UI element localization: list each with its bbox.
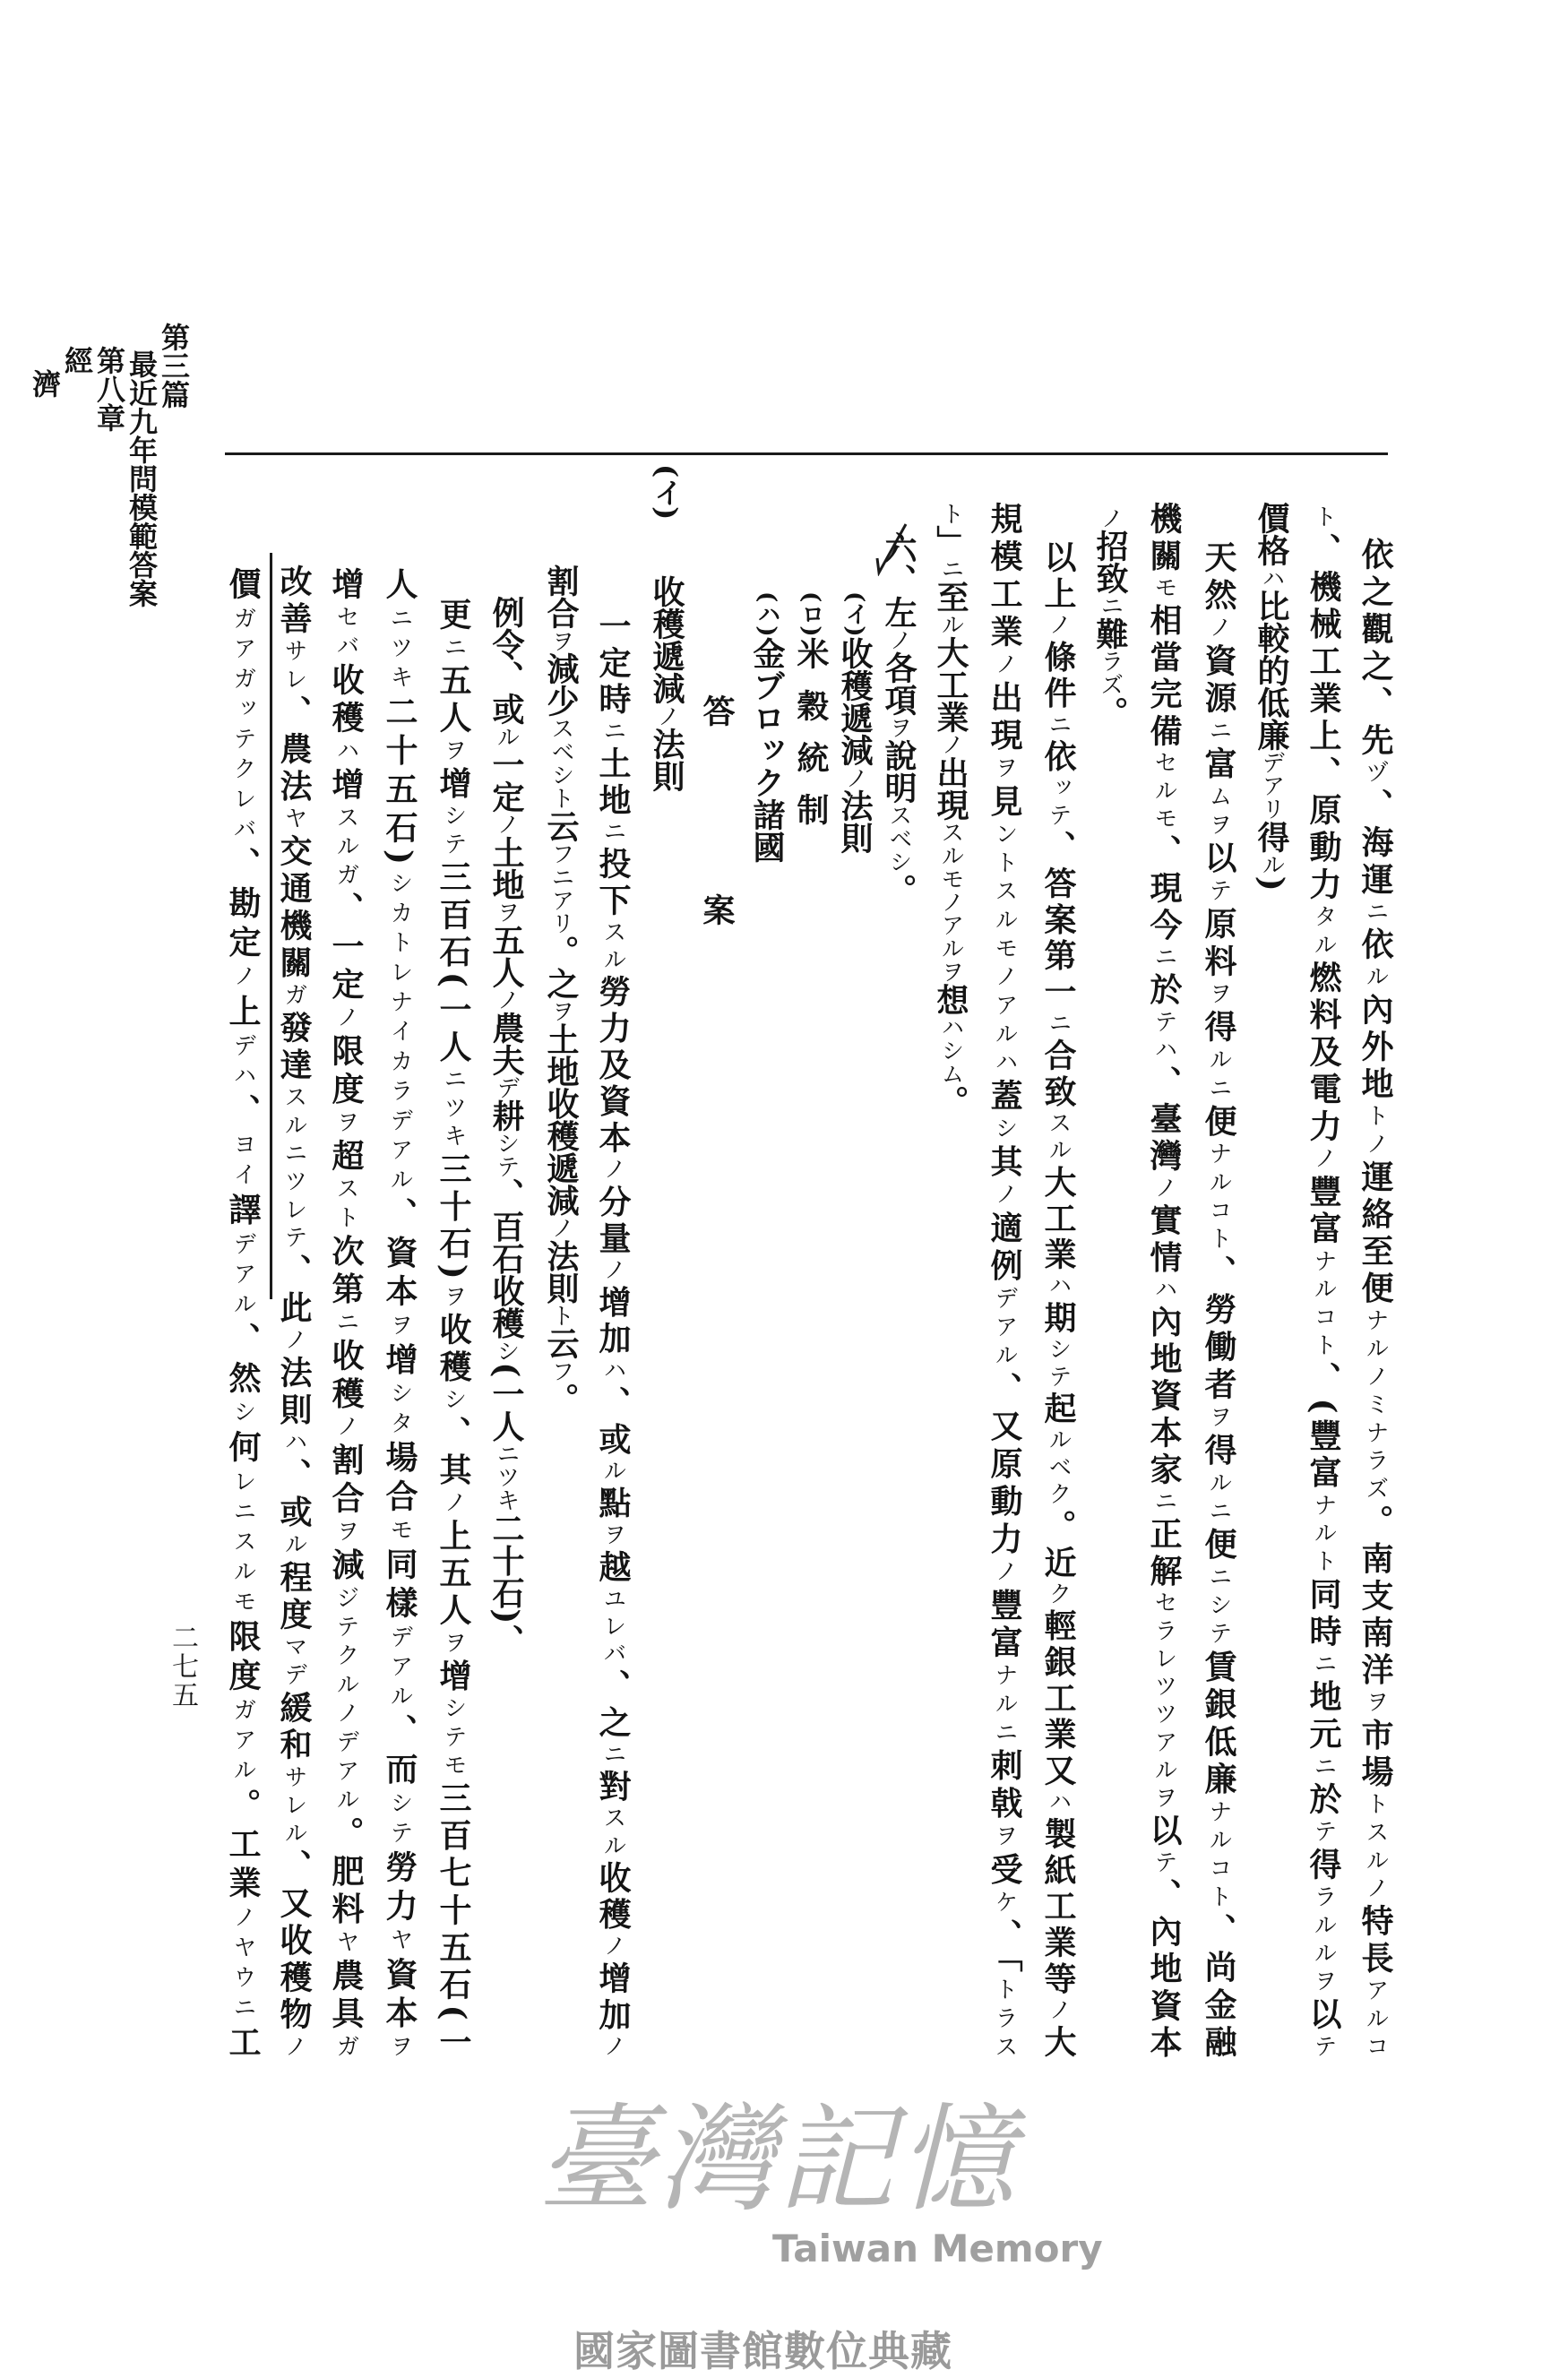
text-column: 改善サレ、農法ヤ交通機關ガ發達スルニツレテ、此ノ法則ハ、或ル程度マデ緩和サレル、又收穫物ノ <box>275 564 313 2058</box>
running-header-topic: 經 <box>60 346 94 375</box>
text-column: ト、機械工業上、原動力タル燃料及電力ノ豐富ナルコト、(豐富ナルト同時ニ地元ニ於テ得ラルルヲ以テ <box>1305 504 1342 2058</box>
text-column: 價ガアガッテクレバ、勘定ノ上デハ、ヨイ譯デアル、然シ何レニスルモ限度ガアル。工業ノヤウニ工 <box>224 567 262 2058</box>
text-column: 規模工業ノ出現ヲ見ントスルモノアルハ蓋シ其ノ適例デアル、又原動力ノ豐富ナルニ刺戟ヲ受ケ、「トラス <box>986 502 1023 2058</box>
text-column: 例令、或ル一定ノ土地ヲ五人ノ農夫デ耕シテ、百石收穫シ(一人ニツキ二十石)、 <box>487 596 525 1657</box>
answer-heading: 案 <box>698 893 736 926</box>
question-item-label: (ロ) <box>797 591 824 637</box>
running-header-chapter: 第八章 <box>92 346 126 432</box>
text-column: ノ招致ニ難ラズ。 <box>1091 506 1129 728</box>
page-number: 二七五 <box>167 1624 198 1710</box>
question-heading: 六、左ノ各項ヲ說明スベシ。 <box>880 531 918 906</box>
text-column: 割合ヲ減少スベシト云フニアリ。之ヲ土地收穫遞減ノ法則ト云フ。 <box>542 564 580 1415</box>
text-column: 依之觀之、先ヅ、海運ニ依ル內外地トノ運絡至便ナルノミナラズ。南支南洋ヲ市場トスルノ特長アルコ <box>1357 538 1394 2058</box>
text-column: 增セバ收穫ハ增スルガ、一定ノ限度ヲ超スト次第ニ收穫ノ割合ヲ減ジテクルノデアル。肥料ヤ農具ガ <box>327 567 365 2058</box>
text-column: 一定時ニ土地ニ投下スル勞力及資本ノ分量ノ增加ハ、或ル點ヲ越ユレバ、之ニ對スル收穫ノ增加ノ <box>594 609 632 2058</box>
text-column: 更ニ五人ヲ增シテ三百石(一人ニツキ三十石)ヲ收穫シ、其ノ上五人ヲ增シテモ三百七十五石(一 <box>435 598 472 2058</box>
question-item-text: 米穀統制 <box>792 636 830 845</box>
header-rule <box>225 452 1388 455</box>
text-column: 人ニツキ二十五石)シカトレナイカラデアル、資本ヲ增シタ場合モ同樣デアル、而シテ勞力ヤ資本ヲ <box>381 567 418 2058</box>
text-column: ト」ニ至ル大工業ノ出現スルモノアルヲ想ハシム。 <box>932 502 969 1117</box>
question-item <box>747 591 787 863</box>
question-item-label: (ハ) <box>754 591 780 637</box>
watermark-latin: Taiwan Memory <box>772 2227 1103 2270</box>
text-column: 以上ノ條件ニ依ッテ、答案第一ニ合致スル大工業ハ期シテ起ルベク。近ク輕銀工業又ハ製紙工業等ノ大 <box>1039 540 1077 2058</box>
watermark-logo <box>538 2091 1103 2280</box>
answer-title: 收穫遞減ノ法則 <box>648 575 685 792</box>
watermark-cjk: 臺灣記憶 <box>538 2091 1019 2227</box>
running-header-part: 第三篇 <box>157 323 191 409</box>
running-header <box>28 323 191 607</box>
text-column: 天然ノ資源ニ富ムヲ以テ原料ヲ得ルニ便ナルコト、勞働者ヲ得ルニ便ニシテ賃銀低廉ナルコト、尚金融 <box>1200 540 1237 2058</box>
text-column: 機關モ相當完備セルモ、現今ニ於テハ、臺灣ノ實情ハ內地資本家ニ正解セラレツツアルヲ以テ、內地資本 <box>1145 502 1183 2058</box>
running-header-book: 最近九年問模範答案 <box>125 349 159 607</box>
question-item-text: 金ブロック諸國 <box>748 636 786 863</box>
margin-rule <box>270 553 272 1299</box>
answer-label: (イ) <box>650 464 684 521</box>
question-item-label: (イ) <box>841 591 868 637</box>
question-item <box>835 591 874 854</box>
running-header-topic: 濟 <box>28 369 62 398</box>
answer-heading: 答 <box>698 694 736 727</box>
question-item <box>791 591 831 845</box>
text-column: 價格ハ比較的低廉デアリ得ル) <box>1253 502 1290 892</box>
footer-credit: 國家圖書館數位典藏 <box>573 2327 952 2375</box>
question-item-text: 收穫遞減ノ法則 <box>836 636 874 854</box>
